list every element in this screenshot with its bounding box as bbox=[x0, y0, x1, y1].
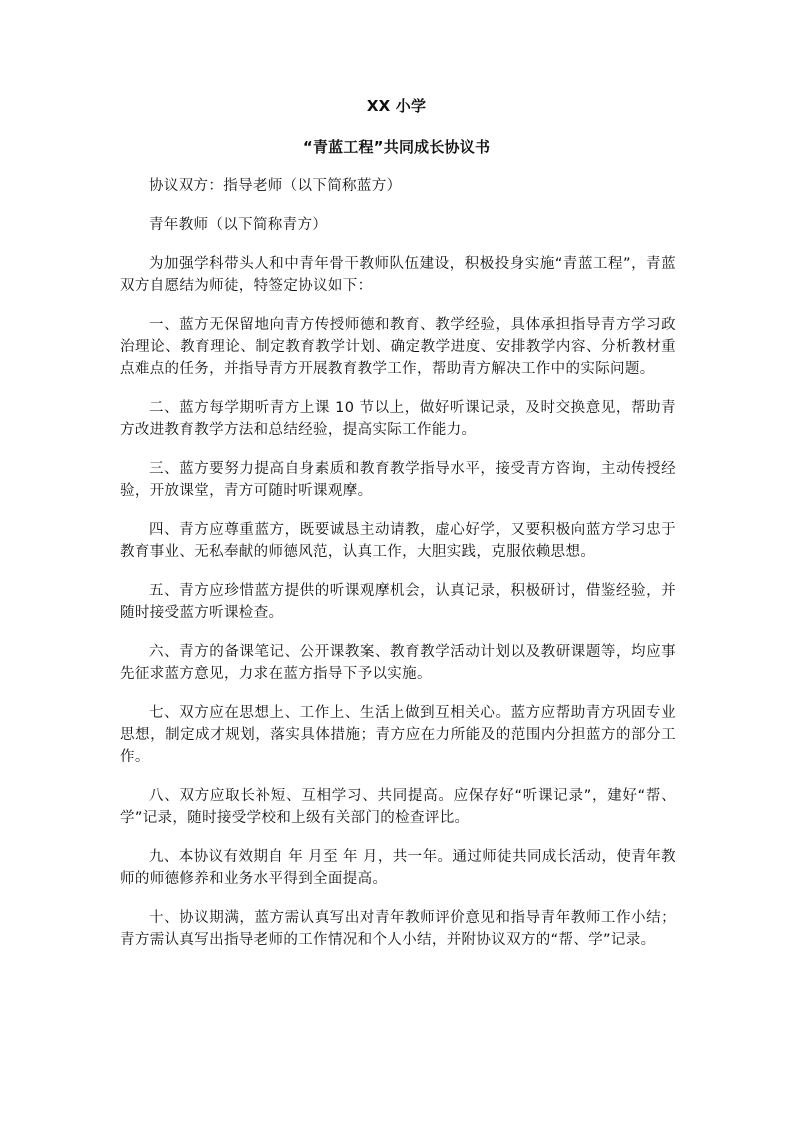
clause-3: 三、蓝方要努力提高自身素质和教育教学指导水平，接受青方咨询，主动传授经验，开放课堂，青方可随时听课观摩。 bbox=[120, 461, 676, 499]
school-title: XX 小学 bbox=[366, 97, 427, 115]
clause-1: 一、蓝方无保留地向青方传授师德和教育、教学经验，具体承担指导青方学习政治理论、教育理论、制定教育教学计划、确定教学进度、安排教学内容、分析教材重点难点的任务，并指导青方开展教育教学工作，帮助青方解决工作中的实际问题。 bbox=[120, 317, 676, 377]
clause-2: 二、蓝方每学期听青方上课 10 节以上，做好听课记录，及时交换意见，帮助青方改进教育教学方法和总结经验，提高实际工作能力。 bbox=[120, 400, 676, 438]
agreement-body bbox=[120, 175, 676, 968]
clause-7: 七、双方应在思想上、工作上、生活上做到互相关心。蓝方应帮助青方巩固专业思想，制定成才规划，落实具体措施；青方应在力所能及的范围内分担蓝方的部分工作。 bbox=[120, 705, 676, 765]
intro-paragraph: 为加强学科带头人和中青年骨干教师队伍建设，积极投身实施“青蓝工程”，青蓝双方自愿结为师徒，特签定协议如下： bbox=[120, 256, 676, 294]
clause-5: 五、青方应珍惜蓝方提供的听课观摩机会，认真记录，积极研讨，借鉴经验，并随时接受蓝方听课检查。 bbox=[120, 583, 676, 621]
young-teacher-line: 青年教师（以下简称青方） bbox=[149, 217, 328, 233]
clause-6: 六、青方的备课笔记、公开课教案、教育教学活动计划以及教研课题等，均应事先征求蓝方意见，力求在蓝方指导下予以实施。 bbox=[120, 644, 676, 682]
parties-line: 协议双方：指导老师（以下简称蓝方） bbox=[149, 178, 402, 194]
clause-8: 八、双方应取长补短、互相学习、共同提高。应保存好“听课记录”，建好“帮、学”记录，随时接受学校和上级有关部门的检查评比。 bbox=[120, 788, 676, 826]
clause-10: 十、协议期满，蓝方需认真写出对青年教师评价意见和指导青年教师工作小结；青方需认真写出指导老师的工作情况和个人小结，并附协议双方的“帮、学”记录。 bbox=[120, 910, 676, 948]
clause-4: 四、青方应尊重蓝方，既要诚恳主动请教，虚心好学，又要积极向蓝方学习忠于教育事业、无私奉献的师德风范，认真工作，大胆实践，克服依赖思想。 bbox=[120, 522, 676, 560]
clause-9: 九、本协议有效期自 年 月至 年 月，共一年。通过师徒共同成长活动，使青年教师的师德修养和业务水平得到全面提高。 bbox=[120, 849, 676, 887]
agreement-title: “青蓝工程”共同成长协议书 bbox=[302, 138, 491, 156]
